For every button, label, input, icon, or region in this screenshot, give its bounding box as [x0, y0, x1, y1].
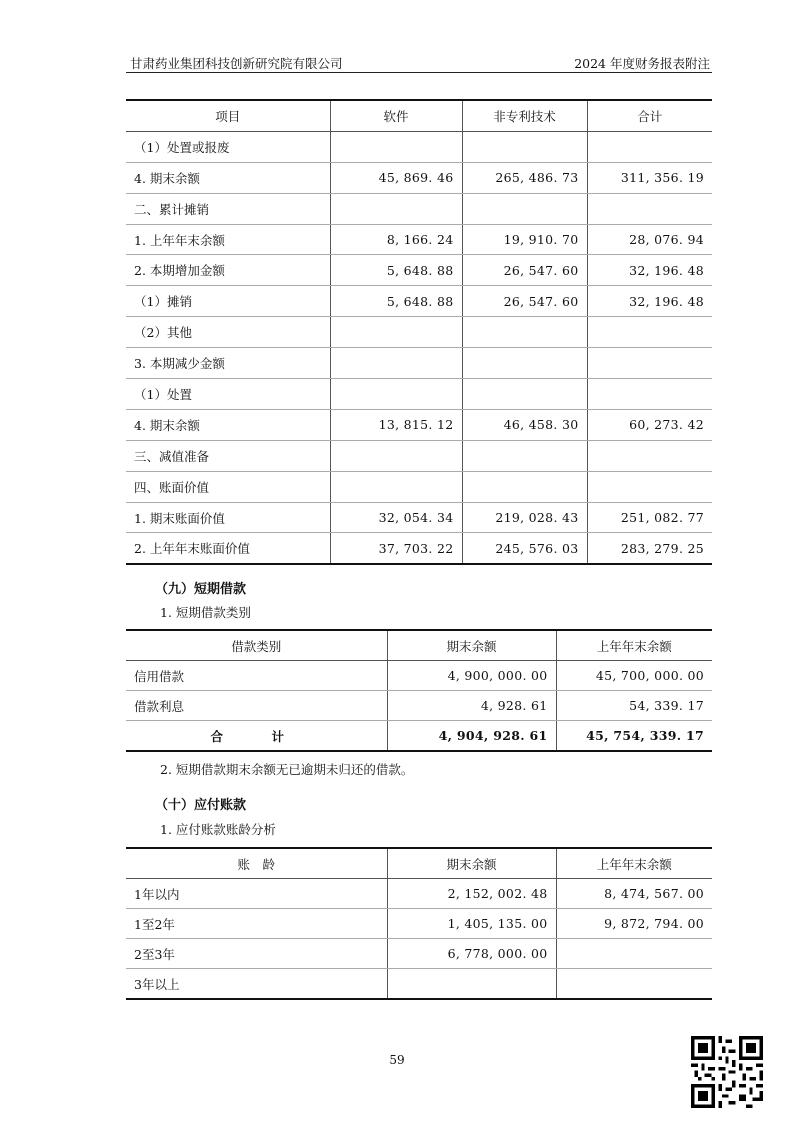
value-cell [330, 440, 462, 471]
table-header-row [126, 848, 712, 879]
table-row [126, 193, 712, 224]
row-label: 3. 本期减少金额 [126, 348, 330, 379]
row-label: （2）其他 [126, 317, 330, 348]
value-cell: 265, 486. 73 [462, 162, 587, 193]
row-label: （1）摊销 [126, 286, 330, 317]
row-label: 1. 期末账面价值 [126, 502, 330, 533]
table-row [126, 379, 712, 410]
row-label: 二、累计摊销 [126, 193, 330, 224]
total-value: 4, 904, 928. 61 [387, 721, 556, 752]
column-header: 合计 [587, 100, 712, 131]
value-cell: 1, 405, 135. 00 [387, 909, 556, 939]
row-label: 借款利息 [126, 691, 387, 721]
value-cell: 26, 547. 60 [462, 255, 587, 286]
row-label: 三、减值准备 [126, 440, 330, 471]
value-cell: 311, 356. 19 [587, 162, 712, 193]
section-9-title: （九）短期借款 [155, 582, 247, 597]
row-label: 2. 本期增加金额 [126, 255, 330, 286]
value-cell: 6, 778, 000. 00 [387, 939, 556, 969]
value-cell: 32, 196. 48 [587, 286, 712, 317]
table-header-row [126, 100, 712, 131]
value-cell: 19, 910. 70 [462, 224, 587, 255]
value-cell: 46, 458. 30 [462, 409, 587, 440]
value-cell [330, 348, 462, 379]
value-cell [387, 969, 556, 1000]
company-name: 甘肃药业集团科技创新研究院有限公司 [130, 56, 343, 71]
table-row [126, 348, 712, 379]
column-header: 期末余额 [387, 630, 556, 661]
row-label: 2. 上年年末账面价值 [126, 533, 330, 564]
column-header: 上年年末余额 [556, 630, 712, 661]
section-10-subtitle: 1. 应付账款账龄分析 [160, 822, 276, 837]
table-row [126, 502, 712, 533]
value-cell [330, 131, 462, 162]
value-cell [330, 193, 462, 224]
value-cell [556, 969, 712, 1000]
value-cell [587, 471, 712, 502]
value-cell: 5, 648. 88 [330, 255, 462, 286]
page-number: 59 [389, 1053, 405, 1067]
row-label: 1至2年 [126, 909, 387, 939]
value-cell [330, 379, 462, 410]
table-row [126, 969, 712, 1000]
table-row [126, 939, 712, 969]
row-label: 1年以内 [126, 879, 387, 909]
row-label: 4. 期末余额 [126, 409, 330, 440]
value-cell [462, 193, 587, 224]
table-row [126, 162, 712, 193]
section-9-note: 2. 短期借款期末余额无已逾期未归还的借款。 [160, 762, 414, 777]
column-header: 期末余额 [387, 848, 556, 879]
value-cell: 32, 054. 34 [330, 502, 462, 533]
value-cell: 4, 900, 000. 00 [387, 661, 556, 691]
table-row [126, 440, 712, 471]
accounts-payable-aging-table [126, 847, 712, 1000]
value-cell: 37, 703. 22 [330, 533, 462, 564]
value-cell: 45, 700, 000. 00 [556, 661, 712, 691]
value-cell [556, 939, 712, 969]
value-cell: 54, 339. 17 [556, 691, 712, 721]
value-cell: 8, 166. 24 [330, 224, 462, 255]
value-cell [587, 440, 712, 471]
row-label: 1. 上年年末余额 [126, 224, 330, 255]
column-header: 非专利技术 [462, 100, 587, 131]
table-row [126, 131, 712, 162]
value-cell: 60, 273. 42 [587, 409, 712, 440]
table-row [126, 409, 712, 440]
value-cell: 32, 196. 48 [587, 255, 712, 286]
total-value: 45, 754, 339. 17 [556, 721, 712, 752]
row-label: 四、账面价值 [126, 471, 330, 502]
value-cell: 4, 928. 61 [387, 691, 556, 721]
value-cell: 245, 576. 03 [462, 533, 587, 564]
report-title: 2024 年度财务报表附注 [574, 56, 710, 71]
value-cell: 13, 815. 12 [330, 409, 462, 440]
row-label: （1）处置或报废 [126, 131, 330, 162]
value-cell [587, 348, 712, 379]
value-cell: 283, 279. 25 [587, 533, 712, 564]
value-cell [462, 379, 587, 410]
value-cell: 2, 152, 002. 48 [387, 879, 556, 909]
value-cell [462, 131, 587, 162]
value-cell [462, 317, 587, 348]
column-header: 软件 [330, 100, 462, 131]
row-label: 3年以上 [126, 969, 387, 1000]
table-header-row [126, 630, 712, 661]
value-cell [587, 379, 712, 410]
table-row [126, 879, 712, 909]
value-cell: 5, 648. 88 [330, 286, 462, 317]
value-cell: 219, 028. 43 [462, 502, 587, 533]
table-row [126, 224, 712, 255]
value-cell: 9, 872, 794. 00 [556, 909, 712, 939]
qr-code-icon [691, 1036, 763, 1108]
value-cell [462, 471, 587, 502]
page-header [130, 52, 710, 72]
value-cell [587, 317, 712, 348]
table-row [126, 691, 712, 721]
column-header: 账 龄 [126, 848, 387, 879]
short-term-borrowings-table [126, 629, 712, 752]
header-rule [126, 72, 712, 73]
section-10-title: （十）应付账款 [155, 798, 247, 813]
table-row [126, 533, 712, 564]
row-label: 信用借款 [126, 661, 387, 691]
value-cell [587, 131, 712, 162]
value-cell [462, 440, 587, 471]
column-header: 项目 [126, 100, 330, 131]
value-cell [587, 193, 712, 224]
value-cell: 28, 076. 94 [587, 224, 712, 255]
value-cell: 251, 082. 77 [587, 502, 712, 533]
column-header: 借款类别 [126, 630, 387, 661]
value-cell: 8, 474, 567. 00 [556, 879, 712, 909]
value-cell [330, 471, 462, 502]
column-header: 上年年末余额 [556, 848, 712, 879]
value-cell [462, 348, 587, 379]
value-cell: 26, 547. 60 [462, 286, 587, 317]
total-row [126, 721, 712, 752]
table-row [126, 255, 712, 286]
row-label: 2至3年 [126, 939, 387, 969]
table-row [126, 909, 712, 939]
table-row [126, 317, 712, 348]
row-label: 4. 期末余额 [126, 162, 330, 193]
row-label: （1）处置 [126, 379, 330, 410]
table-row [126, 661, 712, 691]
table-row [126, 286, 712, 317]
total-label: 合 计 [126, 721, 387, 752]
table-row [126, 471, 712, 502]
value-cell [330, 317, 462, 348]
section-9-subtitle: 1. 短期借款类别 [160, 605, 251, 620]
value-cell: 45, 869. 46 [330, 162, 462, 193]
intangible-assets-table [126, 99, 712, 565]
